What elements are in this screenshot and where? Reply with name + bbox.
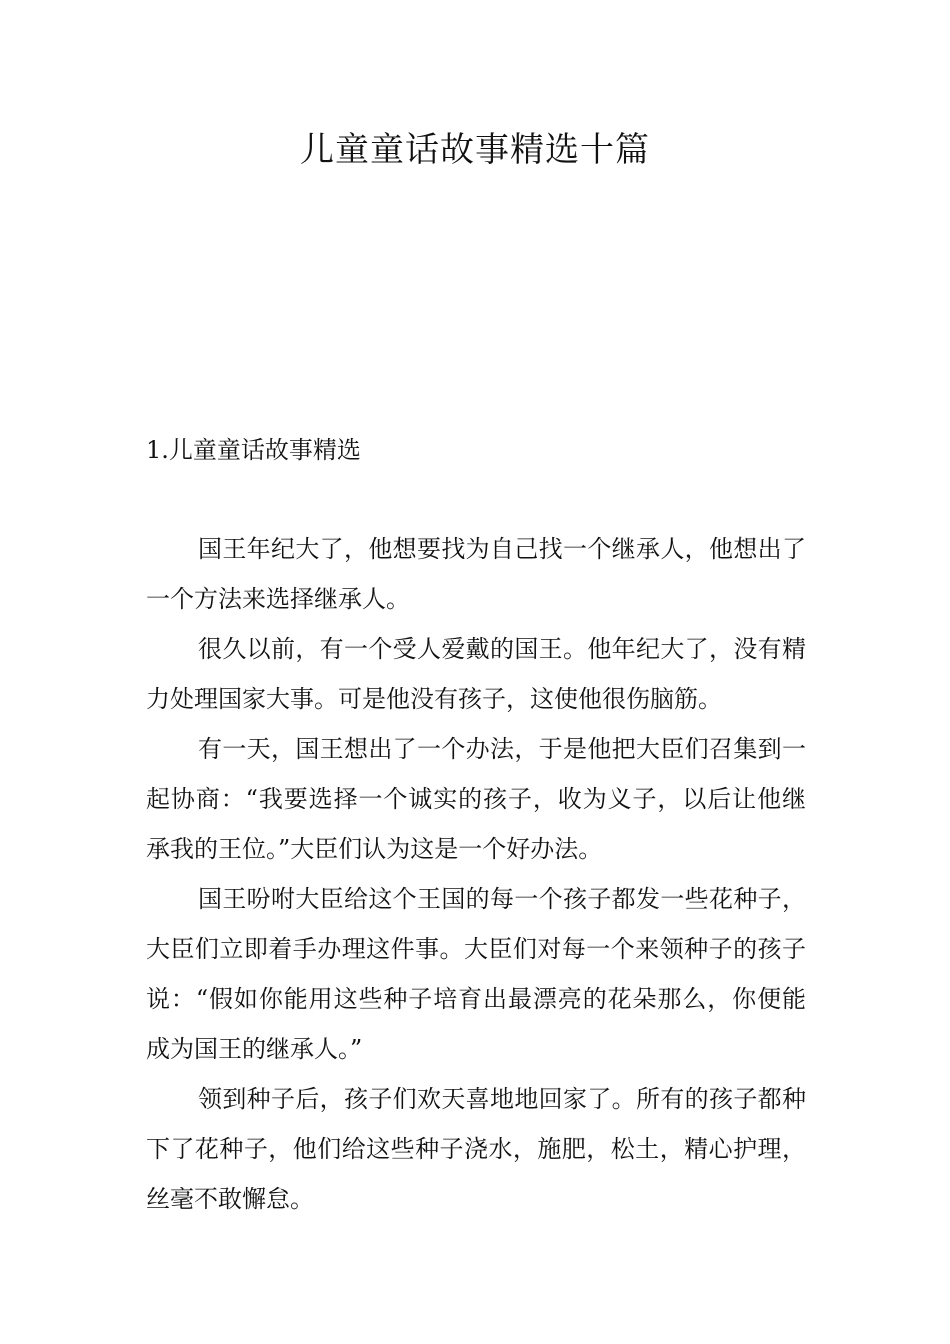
paragraph-5: 领到种子后，孩子们欢天喜地地回家了。所有的孩子都种下了花种子，他们给这些种子浇水，施肥，松土，精心护理，丝毫不敢懈怠。 [146, 1085, 806, 1213]
document-title: 儿童童话故事精选十篇 [300, 130, 650, 170]
section-heading: 1.儿童童话故事精选 [146, 436, 361, 464]
paragraph-3: 有一天，国王想出了一个办法，于是他把大臣们召集到一起协商：“我要选择一个诚实的孩子，收为义子，以后让他继承我的王位。”大臣们认为这是一个好办法。 [146, 735, 806, 863]
paragraph-4: 国王吩咐大臣给这个王国的每一个孩子都发一些花种子，大臣们立即着手办理这件事。大臣们对每一个来领种子的孩子说：“假如你能用这些种子培育出最漂亮的花朵那么，你便能成为国王的继承人。” [146, 885, 806, 1063]
paragraph-1: 国王年纪大了，他想要找为自己找一个继承人，他想出了一个方法来选择继承人。 [146, 535, 806, 613]
paragraph-2: 很久以前，有一个受人爱戴的国王。他年纪大了，没有精力处理国家大事。可是他没有孩子，这使他很伤脑筋。 [146, 635, 806, 713]
story-body [146, 524, 806, 1224]
